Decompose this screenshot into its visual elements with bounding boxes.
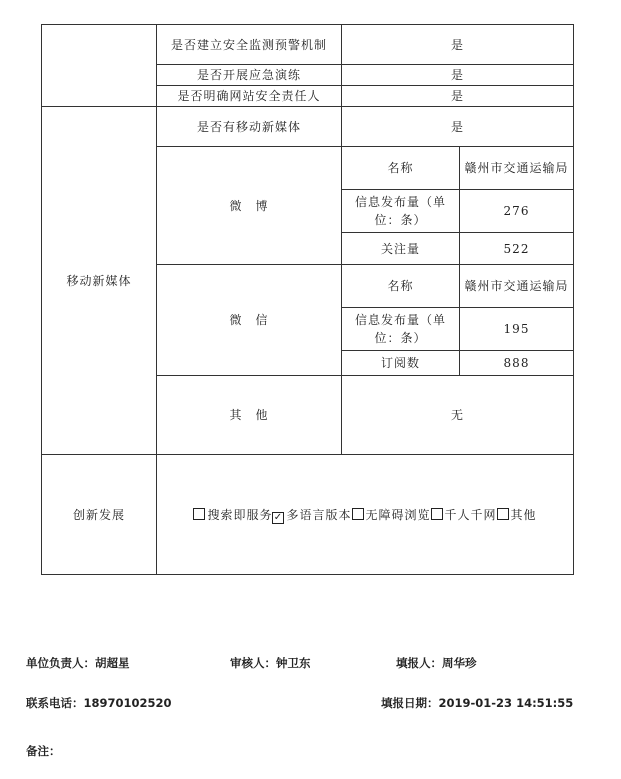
checkbox-accessible[interactable]: [352, 508, 364, 520]
checkbox-personalized[interactable]: [431, 508, 443, 520]
innovation-options: [157, 455, 574, 575]
weibo-follow-label: 关注量: [342, 233, 460, 265]
weibo-name-label: 名称: [342, 147, 460, 190]
fill-date: 填报日期：2019-01-23 14:51:55: [381, 696, 574, 710]
weixin-sub-value: 888: [460, 351, 574, 376]
filler: 填报人：周华珍: [396, 656, 477, 670]
responsible-value: 是: [342, 86, 574, 107]
weixin-posts-label: 信息发布量（单位：条）: [342, 308, 460, 351]
drill-label: 是否开展应急演练: [157, 65, 342, 86]
option-personalized-label: 千人千网: [444, 507, 497, 522]
drill-value: 是: [342, 65, 574, 86]
has-mobile-value: 是: [342, 107, 574, 147]
weibo-name-value: 赣州市交通运输局: [460, 147, 574, 190]
checkbox-other[interactable]: [497, 508, 509, 520]
weixin-posts-value: 195: [460, 308, 574, 351]
reviewer: 审核人：钟卫东: [230, 656, 311, 670]
weixin-sub-label: 订阅数: [342, 351, 460, 376]
report-table: [41, 24, 574, 575]
weixin-name-value: 赣州市交通运输局: [460, 265, 574, 308]
monitor-value: 是: [342, 25, 574, 65]
remarks: 备注：: [26, 744, 61, 758]
innovation-label: 创新发展: [42, 455, 157, 575]
weibo-posts-label: 信息发布量（单位：条）: [342, 190, 460, 233]
option-multilingual[interactable]: [272, 508, 351, 522]
unit-head: 单位负责人：胡超星: [26, 656, 130, 670]
has-mobile-label: 是否有移动新媒体: [157, 107, 342, 147]
weibo-follow-value: 522: [460, 233, 574, 265]
option-multilingual-label: 多语言版本: [286, 507, 352, 522]
option-accessible-label: 无障碍浏览: [365, 507, 431, 522]
mobile-section-label: 移动新媒体: [42, 107, 157, 455]
option-search-service[interactable]: [193, 508, 272, 522]
weixin-label: 微 信: [157, 265, 342, 376]
contact-phone: 联系电话：18970102520: [26, 696, 172, 710]
option-search-service-label: 搜索即服务: [207, 507, 273, 522]
checkbox-multilingual[interactable]: ✓: [273, 511, 284, 523]
option-personalized[interactable]: [431, 508, 497, 522]
checkbox-search-service[interactable]: [193, 508, 205, 520]
option-accessible[interactable]: [352, 508, 431, 522]
weibo-label: 微 博: [157, 147, 342, 265]
option-other[interactable]: [497, 508, 537, 522]
weixin-name-label: 名称: [342, 265, 460, 308]
weibo-posts-value: 276: [460, 190, 574, 233]
other-value: 无: [342, 376, 574, 455]
other-label: 其 他: [157, 376, 342, 455]
security-section-cell: [42, 25, 157, 107]
responsible-label: 是否明确网站安全责任人: [157, 86, 342, 107]
option-other-label: 其他: [510, 507, 537, 522]
monitor-label: 是否建立安全监测预警机制: [157, 25, 342, 65]
